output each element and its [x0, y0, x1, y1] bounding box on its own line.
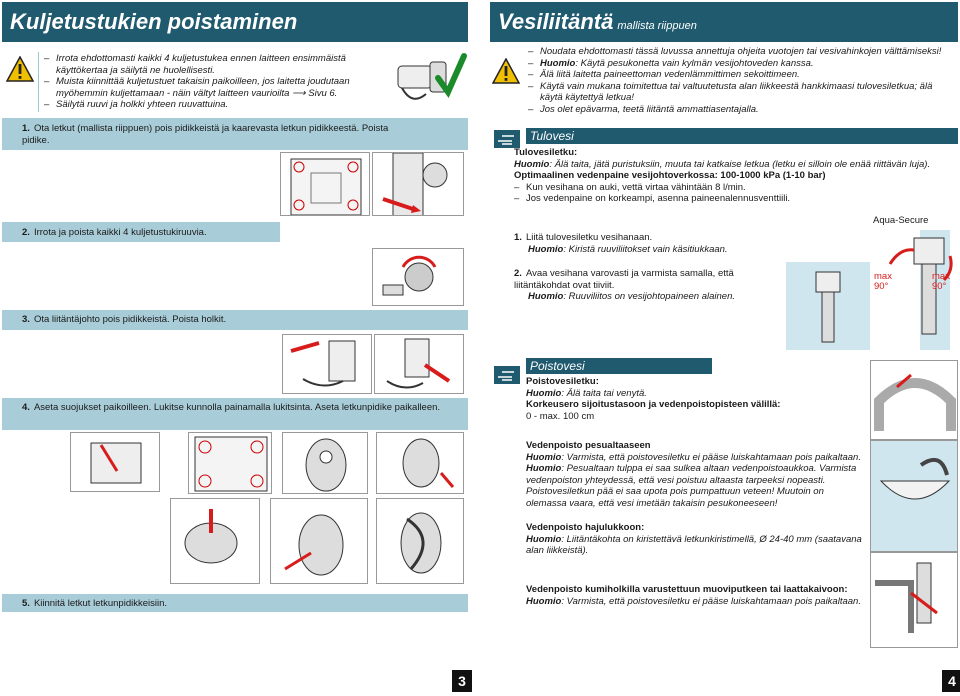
siphon-pipe-illustration: [870, 552, 958, 648]
intro-item: – Huomio: Käytä pesukonetta vain kylmän vesijohtoveden kanssa.: [528, 58, 953, 70]
inlet-section-band: [526, 128, 958, 144]
page-number: 3: [452, 670, 472, 692]
outlet-note: Huomio: Älä taita tai venytä.: [526, 387, 647, 399]
warning-item: – Irrota ehdottomasti kaikki 4 kuljetustukea ennen laitteen ensimmäistä käyttökertaa ja säilytä ne huolellisesti.: [44, 53, 390, 76]
intro-warning-list: [528, 46, 953, 115]
drain-hose-bend-illustration: [870, 360, 958, 440]
inlet-step-2: 2. Avaa vesihana varovasti ja varmista samalla, että liitäntäkohdat ovat tiiviit. Huomio: Ruuviliitos on vesijohtopaineen alainen.: [514, 268, 735, 302]
pressure-list: [514, 182, 954, 205]
sink-drain-illustration: [870, 440, 958, 552]
cover-cap-illustration: [70, 432, 160, 492]
sleeve-removal-illustration: [374, 334, 464, 394]
pressure-heading: Optimaalinen vedenpaine vesijohtoverkossa: 100-1000 kPa (1-10 bar): [514, 170, 826, 181]
height-heading: Korkeusero sijoitustasoon ja vedenpoistopisteen välillä:: [526, 399, 781, 410]
left-page-title: Kuljetustukien poistaminen: [10, 9, 298, 34]
pressure-item: – Kun vesihana on auki, vettä virtaa vähintään 8 l/min.: [514, 182, 954, 194]
page-number: 4: [942, 670, 960, 692]
max-angle-right: max 90°: [932, 271, 950, 292]
inlet-section-title: Tulovesi: [530, 129, 574, 143]
step-3-text: 3. Ota liitäntäjohto pois pidikkeistä. Poista holkit.: [22, 314, 227, 325]
warning-list: [44, 53, 390, 111]
intro-item: – Jos olet epävarma, teetä liitäntä ammattiasentajalla.: [528, 104, 953, 116]
pipe-drain-section: [526, 584, 866, 607]
right-header: [490, 2, 958, 42]
tap-hose-illustration: [786, 262, 870, 350]
sink-note-2: Huomio: Pesualtaan tulppa ei saa sulkea altaan vedenpoistoaukkoa. Varmista vedenpoiston yhteydessä, että vesi poistuu altaasta tarpeeksi nopeasti. Poistovesiletkun pää ei saa upota pois pumpattuun veteen! Muutoin on olemassa vaara, että vesi imetään takaisin pesukoneeseen!: [526, 463, 857, 509]
step-2-text: 2. Irrota ja poista kaikki 4 kuljetustukiruuvia.: [22, 227, 207, 238]
left-header: [2, 2, 468, 42]
intro-item: – Älä liitä laitetta paineettoman vedenlämmittimen sekoittimeen.: [528, 69, 953, 81]
warning-item: – Säilytä ruuvi ja holkki yhteen ruuvattuina.: [44, 99, 390, 111]
clip-press-illustration: [170, 498, 260, 584]
outlet-section-band: [526, 358, 712, 374]
right-page-title: Vesiliitäntä mallista riippuen: [498, 9, 697, 34]
hose-clip-illustration: [282, 432, 368, 494]
intro-item: – Noudata ehdottomasti tässä luvussa annettuja ohjeita vuotojen tai vesivahinkojen välttämiseksi!: [528, 46, 953, 58]
right-page-subtitle: mallista riippuen: [617, 20, 697, 32]
hose-clip-mounted-illustration: [376, 432, 464, 494]
pipe-heading: Vedenpoisto kumiholkilla varustettuun muoviputkeen tai laattakaivoon:: [526, 584, 848, 595]
warning-item: – Muista kiinnittää kuljetustuet takaisin paikoilleen, jos laitetta joudutaan myöhemmin kuljettamaan - näin vältyt laitteen vaurioilta ⟶ Sivu 6.: [44, 76, 390, 99]
warning-icon: [492, 58, 520, 84]
hose-holder-fitting-illustration: [270, 498, 368, 584]
inlet-heading: Tulovesiletku:: [514, 147, 578, 158]
aqua-secure-label: Aqua-Secure: [873, 215, 929, 226]
height-value: 0 - max. 100 cm: [526, 410, 595, 422]
sink-heading: Vedenpoisto pesualtaaseen: [526, 440, 651, 451]
transport-bolt-check-illustration: [392, 48, 468, 110]
inlet-body: [514, 147, 954, 205]
hand-pointer-icon: [494, 130, 520, 148]
outlet-section-title: Poistovesi: [530, 359, 585, 373]
intro-item: – Käytä vain mukana toimitettua tai valtuutetusta alan liikkeestä hankkimaasi tulovesiletkua; älä käytä käytettyä letkua!: [528, 81, 953, 104]
hand-pointer-icon: [494, 366, 520, 384]
sink-drain-section: [526, 440, 866, 509]
machine-back-illustration: [280, 152, 370, 216]
siphon-heading: Vedenpoisto hajulukkoon:: [526, 522, 645, 533]
pipe-note: Huomio: Varmista, että poistovesiletku ei pääse luiskahtamaan pois paikaltaan.: [526, 595, 861, 607]
inlet-note: Huomio: Älä taita, jätä puristuksiin, muuta tai katkaise letkua (letku ei silloin ole enää riittävän luja).: [514, 158, 931, 170]
siphon-note: Huomio: Liitäntäkohta on kiristettävä letkunkiristimellä, Ø 24-40 mm (saatavana alan liikkeistä).: [526, 533, 862, 556]
outlet-body: [526, 376, 866, 422]
max-angle-left: max 90°: [874, 271, 892, 292]
step-4-text: 4. Aseta suojukset paikoilleen. Lukitse kunnolla painamalla lukitsinta. Aseta letkunpidike paikalleen.: [22, 402, 441, 413]
right-page: [480, 0, 960, 696]
cable-release-illustration: [282, 334, 372, 394]
bolt-removal-illustration: [372, 248, 464, 306]
hose-holder-finished-illustration: [376, 498, 464, 584]
siphon-drain-section: [526, 522, 866, 557]
pressure-item: – Jos vedenpaine on korkeampi, asenna paineenalennusventtiili.: [514, 193, 954, 205]
warning-icon: [6, 56, 34, 82]
hose-holder-illustration: [372, 152, 464, 216]
step-1-text: 1. Ota letkut (mallista riippuen) pois pidikkeistä ja kaarevasta letkun pidikkeestä. Poista pidike.: [22, 123, 389, 146]
machine-rear-covers-illustration: [188, 432, 272, 494]
sink-note: Huomio: Varmista, että poistovesiletku ei pääse luiskahtamaan pois paikaltaan.: [526, 451, 861, 463]
outlet-heading: Poistovesiletku:: [526, 376, 599, 387]
step-5-text: 5. Kiinnitä letkut letkunpidikkeisiin.: [22, 598, 168, 609]
inlet-step-1: 1. Liitä tulovesiletku vesihanaan. Huomio: Kiristä ruuviliitokset vain käsitiukkaan.: [514, 232, 728, 255]
